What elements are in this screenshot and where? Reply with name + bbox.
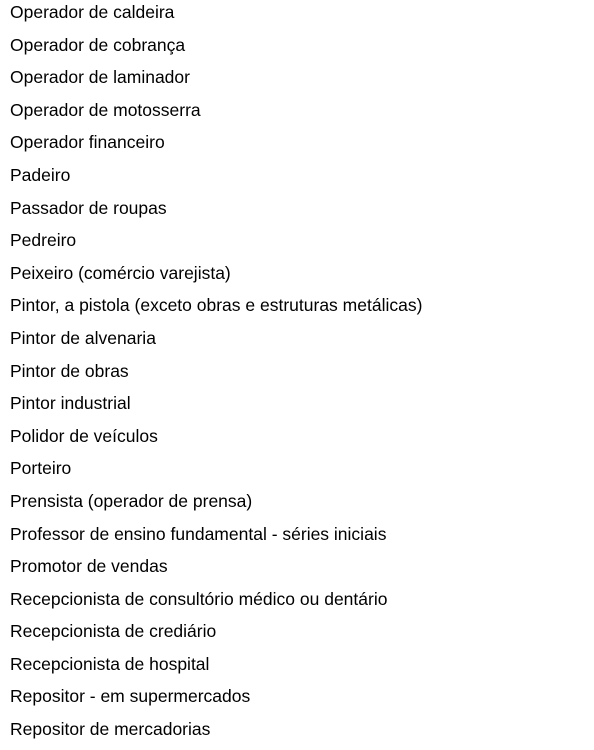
- list-item: Pintor, a pistola (exceto obras e estruturas metálicas): [10, 295, 423, 316]
- list-item: Operador financeiro: [10, 132, 165, 153]
- list-item: Pintor de alvenaria: [10, 327, 156, 348]
- list-item: Passador de roupas: [10, 197, 167, 218]
- list-item: Professor de ensino fundamental - séries iniciais: [10, 523, 387, 544]
- list-item: Padeiro: [10, 164, 71, 185]
- list-item: Recepcionista de hospital: [10, 653, 210, 674]
- list-item: Operador de caldeira: [10, 2, 175, 22]
- list-item: Recepcionista de crediário: [10, 621, 217, 642]
- list-item: Porteiro: [10, 458, 72, 479]
- list-item: Polidor de veículos: [10, 425, 158, 446]
- list-item: Operador de laminador: [10, 67, 190, 88]
- list-item: Repositor de mercadorias: [10, 719, 211, 740]
- list-item: Pedreiro: [10, 230, 77, 251]
- list-item: Peixeiro (comércio varejista): [10, 262, 231, 283]
- list-item: Promotor de vendas: [10, 556, 168, 577]
- list-item: Pintor industrial: [10, 393, 131, 414]
- list-item: Operador de cobrança: [10, 34, 186, 55]
- list-item: Prensista (operador de prensa): [10, 490, 253, 511]
- list-item: Operador de motosserra: [10, 99, 201, 120]
- occupation-list: [10, 0, 422, 750]
- list-item: Recepcionista de consultório médico ou dentário: [10, 588, 388, 609]
- list-item: Repositor - em supermercados: [10, 686, 251, 707]
- list-item: Pintor de obras: [10, 360, 129, 381]
